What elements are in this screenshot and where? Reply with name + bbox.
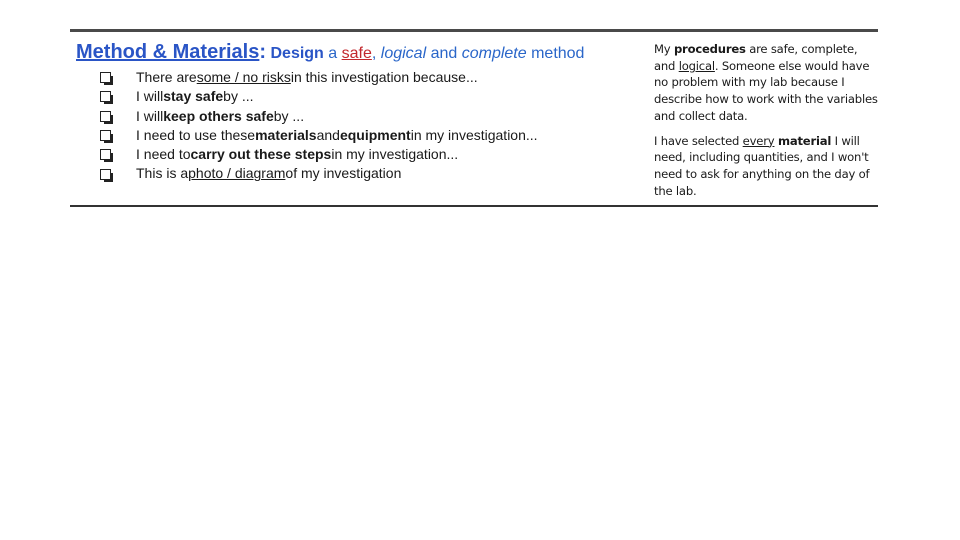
checkbox-icon <box>100 72 111 83</box>
checklist-item: There are some / no risks in this investigation because... <box>100 68 636 87</box>
method-section <box>76 40 636 184</box>
heading-method: method <box>526 45 585 62</box>
checklist-item: This is a photo / diagram of my investigation <box>100 164 636 183</box>
heading-complete: complete <box>461 45 527 62</box>
checkbox-icon <box>100 149 111 160</box>
criteria-materials: I have selected every material I will need, including quantities, and I won't need to ask for anything on the day of the lab. <box>654 133 870 198</box>
heading-logical: logical <box>380 45 427 62</box>
checklist-item: I will stay safe by ... <box>100 87 636 106</box>
heading-a: a <box>323 45 342 62</box>
section-heading <box>76 40 636 66</box>
heading-and: and <box>426 45 462 62</box>
heading-title: Method & Materials <box>76 41 260 63</box>
heading-comma: , <box>371 45 381 62</box>
heading-safe: safe <box>341 45 372 62</box>
checkbox-icon <box>100 130 111 141</box>
criteria-procedures: My procedures are safe, complete, and logical. Someone else would have no problem with my lab because I describe how to work with the variables and collect data. <box>654 42 878 123</box>
checklist-item: I will keep others safe by ... <box>100 107 636 126</box>
checklist <box>76 68 636 184</box>
heading-colon: : <box>259 41 267 63</box>
heading-design: Design <box>270 45 324 62</box>
bottom-rule <box>70 205 878 207</box>
checkbox-icon <box>100 169 111 180</box>
checkbox-icon <box>100 111 111 122</box>
checklist-item: I need to carry out these steps in my investigation... <box>100 145 636 164</box>
checklist-item: I need to use these materials and equipment in my investigation... <box>100 126 636 145</box>
top-rule <box>70 29 878 32</box>
success-criteria <box>654 41 878 207</box>
checkbox-icon <box>100 91 111 102</box>
